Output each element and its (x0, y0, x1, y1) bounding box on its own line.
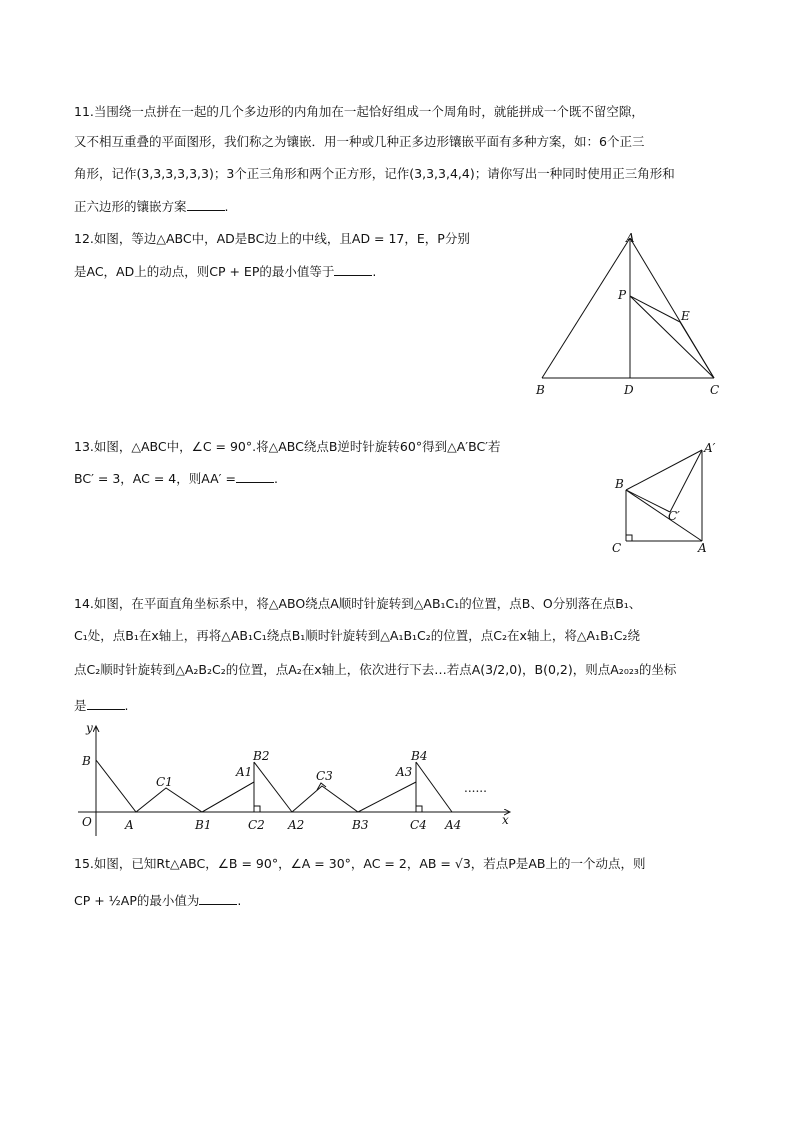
label-E: E (681, 309, 690, 323)
label-C-prime: C′ (668, 509, 680, 523)
q14-line-2: C₁处，点B₁在x轴上，再将△AB₁C₁绕点B₁顺时针旋转到△A₁B₁C₂的位置，点C₂在x轴上，将△A₁B₁C₂绕 (74, 628, 640, 643)
q12-end: . (372, 264, 377, 279)
right-angle-mark-c4 (416, 806, 422, 812)
label-C: C (612, 541, 622, 555)
q13-line-1: 13.如图，△ABC中，∠C = 90°.将△ABC绕点B逆时针旋转60°得到△A′BC′若 (74, 439, 501, 454)
label-A-prime: A′ (704, 441, 716, 455)
right-angle-mark-c2 (254, 806, 260, 812)
rotation-chain-2 (292, 782, 416, 812)
edge-BA (626, 490, 702, 541)
label-B3: B3 (352, 818, 369, 832)
label-C3: C3 (316, 769, 333, 783)
edge-AB (542, 238, 630, 378)
label-O: O (82, 815, 92, 829)
label-A2: A2 (288, 818, 305, 832)
q11-line-2: 又不相互重叠的平面图形，我们称之为镶嵌．用一种或几种正多边形镶嵌平面有多种方案，如：6个正三 (74, 134, 645, 149)
label-B2: B2 (253, 749, 270, 763)
q11-line-4-text: 正六边形的镶嵌方案 (74, 199, 187, 214)
label-y: y (86, 721, 93, 735)
q13-figure (606, 438, 726, 558)
label-B1: B1 (195, 818, 212, 832)
q11-line-1: 11.当围绕一点拼在一起的几个多边形的内角加在一起恰好组成一个周角时，就能拼成一个既不留空隙， (74, 104, 644, 119)
label-A: A (698, 541, 707, 555)
label-A: A (626, 231, 635, 245)
label-A: A (125, 818, 134, 832)
label-C: C (710, 383, 720, 397)
q15-line-2 (74, 892, 241, 909)
q15-line-2-text: CP + ½AP的最小值为 (74, 893, 200, 908)
label-C2: C2 (248, 818, 265, 832)
label-dots: ...... (464, 781, 487, 795)
answer-blank (199, 892, 237, 905)
label-P: P (618, 288, 627, 302)
q14-end: . (124, 698, 129, 713)
edge-BC-prime (626, 490, 670, 512)
q14-line-1: 14.如图，在平面直角坐标系中，将△ABO绕点A顺时针旋转到△AB₁C₁的位置，点B、O分别落在点B₁、 (74, 596, 642, 611)
q13-end: . (273, 471, 278, 486)
edge-BA-prime (626, 450, 702, 490)
answer-blank (236, 470, 274, 483)
segment-B2A2 (254, 762, 292, 812)
q15-end: . (237, 893, 242, 908)
q11-end: . (224, 199, 229, 214)
label-B: B (536, 383, 545, 397)
rotation-chain-1 (96, 760, 254, 812)
q14-figure (78, 722, 518, 842)
q14-line-4 (74, 697, 129, 714)
q11-line-4 (74, 198, 229, 215)
segment-B4A4 (416, 762, 452, 812)
q13-line-2 (74, 470, 278, 487)
label-C1: C1 (156, 775, 173, 789)
q12-line-1: 12.如图，等边△ABC中，AD是BC边上的中线，且AD = 17，E，P分别 (74, 231, 470, 246)
q14-line-4-text: 是 (74, 698, 87, 713)
right-angle-mark (626, 535, 632, 541)
label-B: B (615, 477, 624, 491)
answer-blank (334, 263, 372, 276)
q11-line-3: 角形，记作(3,3,3,3,3,3)；3个正三角形和两个正方形，记作(3,3,3,4,4)；请你写出一种同时使用正三角形和 (74, 166, 675, 181)
answer-blank (87, 697, 125, 710)
q14-line-3: 点C₂顺时针旋转到△A₂B₂C₂的位置，点A₂在x轴上，依次进行下去…若点A(3/2,0)，B(0,2)，则点A₂₀₂₃的坐标 (74, 662, 677, 677)
label-C4: C4 (410, 818, 427, 832)
label-x: x (502, 813, 509, 827)
segment-B1A1 (202, 782, 254, 812)
label-B4: B4 (411, 749, 428, 763)
q12-figure (530, 228, 730, 400)
label-D: D (624, 383, 634, 397)
label-B: B (82, 754, 91, 768)
label-A1: A1 (236, 765, 253, 779)
answer-blank (187, 198, 225, 211)
q15-line-1: 15.如图，已知Rt△ABC，∠B = 90°，∠A = 30°，AC = 2，AB = √3，若点P是AB上的一个动点，则 (74, 856, 646, 871)
label-A3: A3 (396, 765, 413, 779)
q12-line-2 (74, 263, 376, 280)
q13-line-2-text: BC′ = 3，AC = 4，则AA′ = (74, 471, 236, 486)
label-A4: A4 (445, 818, 462, 832)
q12-line-2-text: 是AC，AD上的动点，则CP + EP的最小值等于 (74, 264, 335, 279)
edge-C-primeA-prime (670, 450, 702, 512)
